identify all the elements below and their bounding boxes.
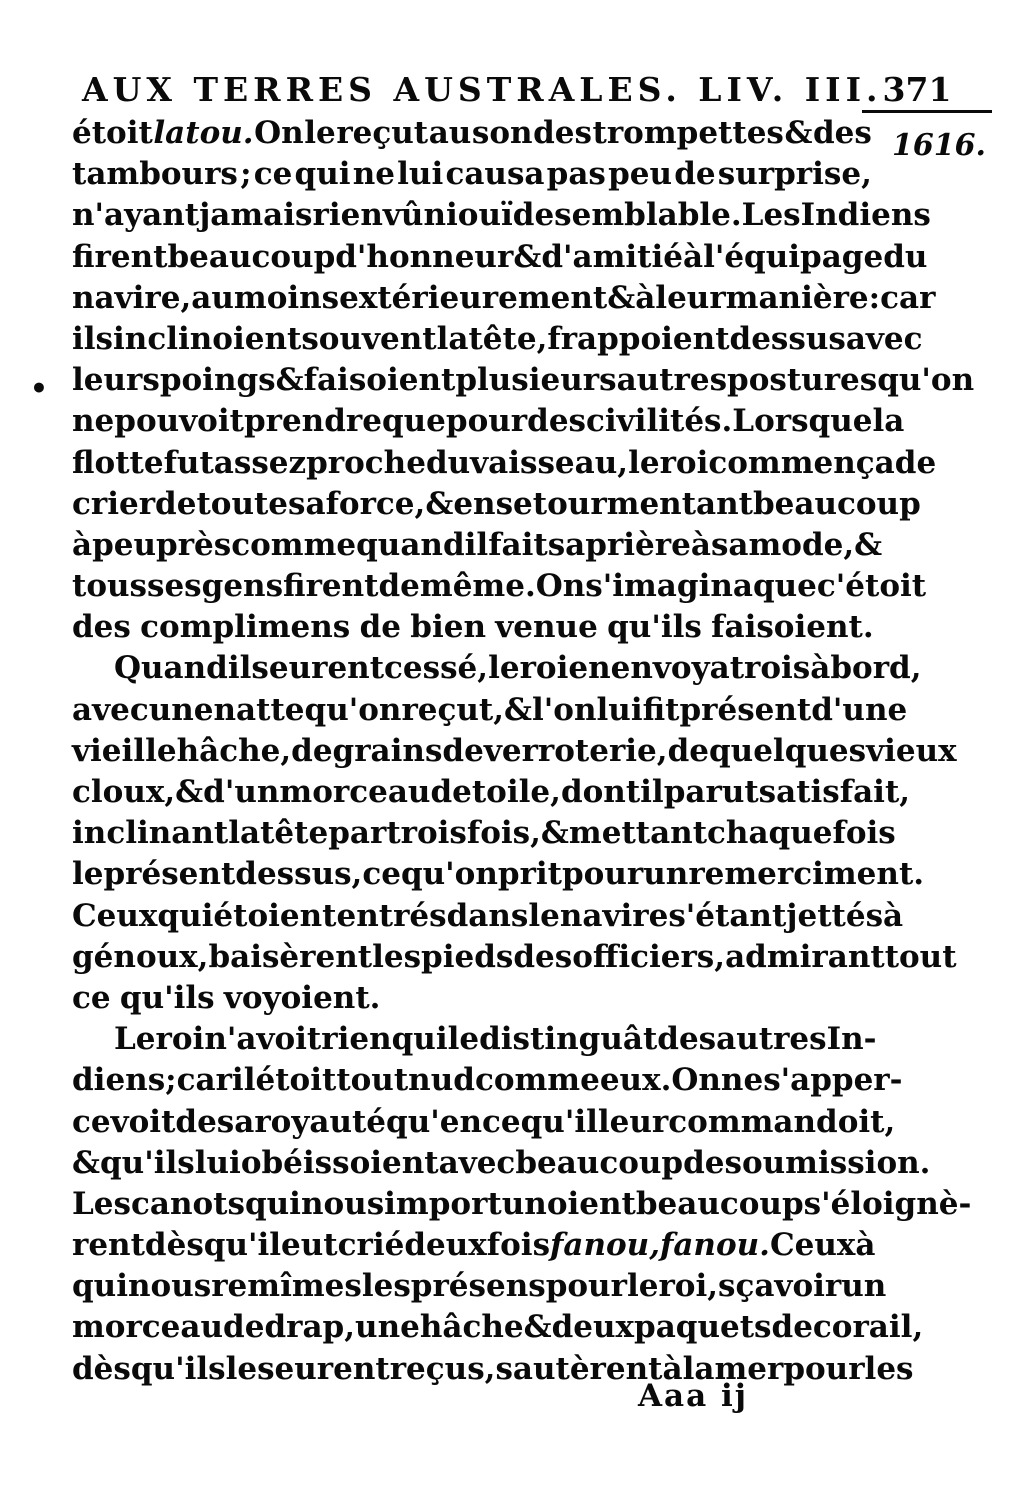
- text-line: dès qu'ils les eurent reçus, sautèrent à la mer pour les: [72, 1350, 914, 1387]
- text-line: navire, au moins extérieurement & à leur manière : car: [72, 279, 936, 316]
- text-line: inclinant la tête par trois fois, & mettant chaque fois: [72, 815, 896, 852]
- page-number: 371: [882, 70, 952, 109]
- running-head-title: AUX TERRES AUSTRALES. LIV. III.: [82, 70, 883, 109]
- text-line: Les canots qui nous importunoient beaucoup s'éloignè-: [72, 1185, 972, 1222]
- text-line: à peu près comme quand il fait sa prière à sa mode, &: [72, 526, 883, 563]
- running-head: [82, 70, 952, 116]
- margin-year-note: 1616.: [892, 128, 986, 163]
- text-line: étoit latou. On le reçut au son des trompettes & des: [72, 115, 872, 151]
- text-line: & qu'ils lui obéissoient avec beaucoup de soumission.: [72, 1144, 931, 1181]
- text-line: flotte fut assez proche du vaisseau, le roi commença de: [72, 444, 937, 481]
- text-line: n'ayant jamais rien vû ni ouï de semblable. Les Indiens: [72, 197, 931, 234]
- text-line: génoux, baisèrent les pieds des officiers, admirant tout: [72, 938, 957, 975]
- text-line: Quand ils eurent cessé, le roi en envoya trois à bord,: [114, 650, 922, 687]
- text-line: ce qu'ils voyoient.: [72, 979, 381, 1016]
- text-line: diens; car il étoit tout nud comme eux. On ne s'apper-: [72, 1062, 903, 1099]
- text-line: Ceux qui étoient entrés dans le navire s'étant jettés à: [72, 897, 904, 934]
- text-line: morceau de drap, une hâche & deux paquets de corail,: [72, 1309, 924, 1346]
- text-line: ils inclinoient souvent la tête, frappoient dessus avec: [72, 320, 923, 357]
- margin-rule: [862, 110, 992, 113]
- catchword-signature: Aaa ij: [638, 1378, 749, 1414]
- text-line: avec une natte qu'on reçut, & l'on lui fit présent d'une: [72, 691, 908, 728]
- margin-bullet-mark: •: [30, 372, 48, 405]
- text-line: cevoit de sa royauté qu'en ce qu'il leur commandoit,: [72, 1103, 896, 1140]
- text-line: Le roi n'avoit rien qui le distinguât des autres In-: [114, 1021, 877, 1058]
- text-line: qui nous remîmes les présens pour le roi, sçavoir un: [72, 1268, 887, 1305]
- text-line: des complimens de bien venue qu'ils faisoient.: [72, 609, 874, 646]
- text-line: cloux, & d'un morceau de toile, dont il parut satisfait,: [72, 774, 911, 810]
- text-line: le présent dessus, ce qu'on prit pour un remerciment.: [72, 856, 925, 893]
- text-line: rent dès qu'il eut crié deux fois fanou, fanou. Ceux à: [72, 1227, 876, 1264]
- text-line: leurs poings & faisoient plusieurs autres postures qu'on: [72, 362, 975, 399]
- text-line: crier de toute sa force, & en se tourmentant beaucoup: [72, 485, 921, 522]
- text-line: tous ses gens firent de même. On s'imagina que c'étoit: [72, 568, 927, 605]
- text-line: vieille hâche, de grains de verroterie, de quelques vieux: [72, 732, 957, 769]
- text-line: ne pouvoit prendre que pour des civilités. Lorsque la: [72, 403, 905, 440]
- text-line: tambours ; ce qui ne lui causa pas peu de surprise,: [72, 156, 872, 193]
- text-line: firent beaucoup d'honneur & d'amitié à l'équipage du: [72, 238, 928, 275]
